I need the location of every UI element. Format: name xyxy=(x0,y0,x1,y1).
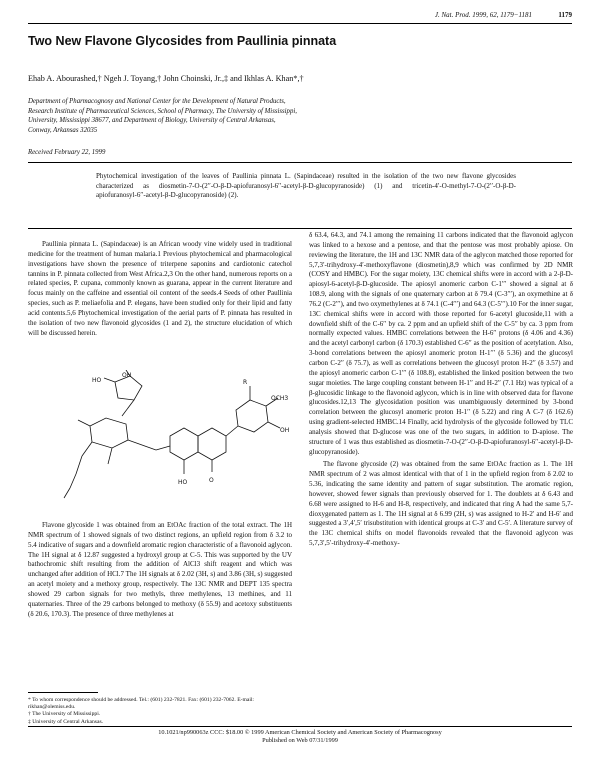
abstract-top-rule xyxy=(28,162,572,163)
label-oh-ring: OH xyxy=(280,427,290,434)
footnotes xyxy=(28,692,292,726)
structure-drawing xyxy=(60,370,290,510)
abstract: Phytochemical investigation of the leaves of Paullinia pinnata L. (Sapindaceae) resulted in the isolation of the two new flavone glycosides characterized as diosmetin-7-O-(2′′-O-β-D-apiofuranosyl-6′′-acetyl-β-D-glucopyranoside) (1) and tricetin-4′-O-methyl-7-O-(2′′-O-β-D-apiofuranosyl-6′′-acetyl-β-D-glucopyranoside) (2). xyxy=(96,172,516,200)
results-paragraph xyxy=(28,521,292,619)
intro-paragraph xyxy=(28,240,292,338)
running-header xyxy=(28,11,572,25)
footnote: * To whom correspondence should be addressed. Tel.: (601) 232-7821. Fax: (601) 232-7062. E-mail: rikhan@olemiss.edu. xyxy=(28,697,254,711)
right-column xyxy=(309,231,573,549)
body-paragraph: δ 63.4, 64.3, and 74.1 among the remaining 11 carbons indicated that the flavonoid aglycon was linked to a hexose and a pentose, and that the pentose was most probably apiose. On reviewing the literature, the 1H and 13C NMR data of the aglycon matched those reported for 5,7,3′-trihydroxy-4′-methoxyflavone (diosmetin),8,9 which was confirmed by 2D NMR (COSY and HMBC). For the sugar moiety, 13C chemical shifts were in accord with a 2-β-D-apiosyl-6-acetyl-β-D-glucoside. The apiosyl anomeric carbon C-1′′′ showed a signal at δ 108.9, along with the signals of one quaternary carbon at δ 79.4 (C-3′′′), an oxymethine at δ 76.2 (C-2′′′), and two oxymethylenes at δ 74.1 (C-4′′′) and 64.3 (C-5′′′).10 For the inner sugar, 13C chemical shifts were in accord with those reported for 6-acetyl glucoside,11 with a downfield shift of the C-6′′ by ca. 2 ppm and an upfield shift of the C-5′′ by ca. 3 ppm from normally expected values. HMBC correlations between the H-6′′ protons (δ 4.06 and 4.36) and the acetyl carbonyl carbon (δ 170.3) established C-6′′ as the position of acetylation. Also, 3-bond correlations between the apiosyl anomeric proton H-1′′′ (δ 5.36) and the glucosyl carbon C-2′′ (δ 75.7), as well as correlations between the glucosyl proton H-2′′ (δ 3.57) and the apiosyl anomeric carbon C-1′′′ (δ 108.8), established the linked position between the two sugar moieties. The large coupling constant between H-1′′ and H-2′′ (7.1 Hz) was typical of a β-glucosidic linkage to the flavonoid aglycon, which is in line with observed data for flavone glucosides.12,13 The glycosidation position was unambiguously determined by 3-bond correlation between the glucosyl anomeric proton H-1′′ (δ 5.22) and ring A C-7 (δ 162.6) using gradient-selected HMBC.14 Finally, acid hydrolysis of the glycoside followed by TLC analysis showed that D-glucose was one of the two sugars, in addition to D-apiose. The structure of 1 was thus established as diosmetin-7-O-(2′′-O-β-D-apiofuranosyl-6′′-acetyl-β-D-glucopyranoside). xyxy=(309,231,573,456)
label-ho: HO xyxy=(92,377,102,384)
footer-rule xyxy=(28,726,572,727)
received-date: Received February 22, 1999 xyxy=(28,149,106,156)
affiliation-line: Department of Pharmacognosy and National Center for the Development of Natural Products, xyxy=(28,98,286,105)
header-rule xyxy=(28,23,572,24)
label-o: O xyxy=(209,477,214,484)
footnote: ‡ University of Central Arkansas. xyxy=(28,718,104,725)
publication-date: Published on Web 07/31/1999 xyxy=(262,736,338,744)
label-r: R xyxy=(243,379,248,386)
footnote: † The University of Mississippi. xyxy=(28,711,101,718)
doi-line: 10.1021/np990063z CCC: $18.00 © 1999 American Chemical Society and American Society of Pharmacognosy xyxy=(158,729,442,736)
chemical-structure xyxy=(60,370,290,510)
body-paragraph: Flavone glycoside 1 was obtained from an EtOAc fraction of the total extract. The 1H NMR spectrum of 1 showed signals of two distinct regions, an upfield region from δ 3.2 to 5.4 indicative of sugars and a downfield aromatic region characteristic of a flavonoid aglycon. The 1H signal at δ 12.87 suggested a hydroxyl group at C-5. This was supported by the UV bathochromic shift resulting from the addition of AlCl3 shift reagent and which was unchanged after addition of HCl.7 The 1H signals at δ 2.02 (3H, s) and 3.86 (3H, s) suggested an acetyl moiety and a methoxy group, respectively. The 13C NMR and DEPT 135 spectra showed 29 carbon signals for two methyls, three methylenes, 13 methines, and 11 quaternaries. Three of the 29 carbons belonged to methoxy (δ 55.9) and acetoxy substituents (δ 20.6, 170.3). The presence of three methylenes at xyxy=(28,521,292,618)
body-paragraph: The flavone glycoside (2) was obtained from the same EtOAc fraction as 1. The 1H NMR spectrum of 2 was almost identical with that of 1 in the upfield region from δ 2.02 to 5.36, indicating the same identity and pattern of sugar substitution. The aromatic region, however, showed fewer signals than previously observed for 1. The doublets at δ 6.43 and 6.68 were assigned to H-6 and H-8, respectively, and indicated that ring A had the same 5,7-dioxygenated pattern as 1. The 1H signal at δ 6.99 (2H, s) was assigned to H-2′ and H-6′ and suggested a 3′,4′,5′ trisubstitution with identical groups at C-3′ and C-5′. A literature survey of the 13C chemical shifts on model flavonoids revealed that the flavonoid aglycon was 5,7,3′,5′-trihydroxy-4′-methoxy- xyxy=(309,460,573,548)
label-oh: OH xyxy=(122,372,132,379)
page-number: 1179 xyxy=(558,11,572,19)
affiliations xyxy=(28,97,572,135)
affiliation-line: Research Institute of Pharmaceutical Sciences, School of Pharmacy, The University of Mississippi, xyxy=(28,107,297,115)
label-ho-ring: HO xyxy=(178,479,188,486)
journal-citation: J. Nat. Prod. 1999, 62, 1179−1181 xyxy=(434,11,532,19)
page-footer xyxy=(28,729,572,744)
abstract-bottom-rule xyxy=(28,228,572,229)
author-list: Ehab A. Abourashed,† Ngeh J. Toyang,† John Choinski, Jr.,‡ and Ikhlas A. Khan*,† xyxy=(28,74,304,83)
label-och3: OCH3 xyxy=(271,395,289,402)
body-paragraph: Paullinia pinnata L. (Sapindaceae) is an African woody vine widely used in traditional medicine for the treatment of human malaria.1 Previous phytochemical and pharmacological investigations have shown the presence of triterpene saponins and cardiotonic catechol tannins in P. pinnata collected from West Africa.2,3 On the other hand, numerous reports on a related species, P. cupana, commonly known as guarana, appear in the current literature and focus mainly on the caffeine and essential oil content of the seeds.4 Seeds of other Paullinia species, such as P. meliaefolia and P. elegans, have been studied only for their lipid and fatty acid contents.5,6 Phytochemical investigation of the aerial parts of P. pinnata has resulted in the isolation of two new flavonoid glycosides (1 and 2), the structure elucidation of which will be discussed herein. xyxy=(28,240,292,337)
affiliation-line: Conway, Arkansas 32035 xyxy=(28,126,98,134)
footnote-rule xyxy=(28,692,98,693)
affiliation-line: University, Mississippi 38677, and Department of Biology, University of Central Arkansas, xyxy=(28,117,276,124)
article-title: Two New Flavone Glycosides from Paullinia pinnata xyxy=(28,34,337,48)
